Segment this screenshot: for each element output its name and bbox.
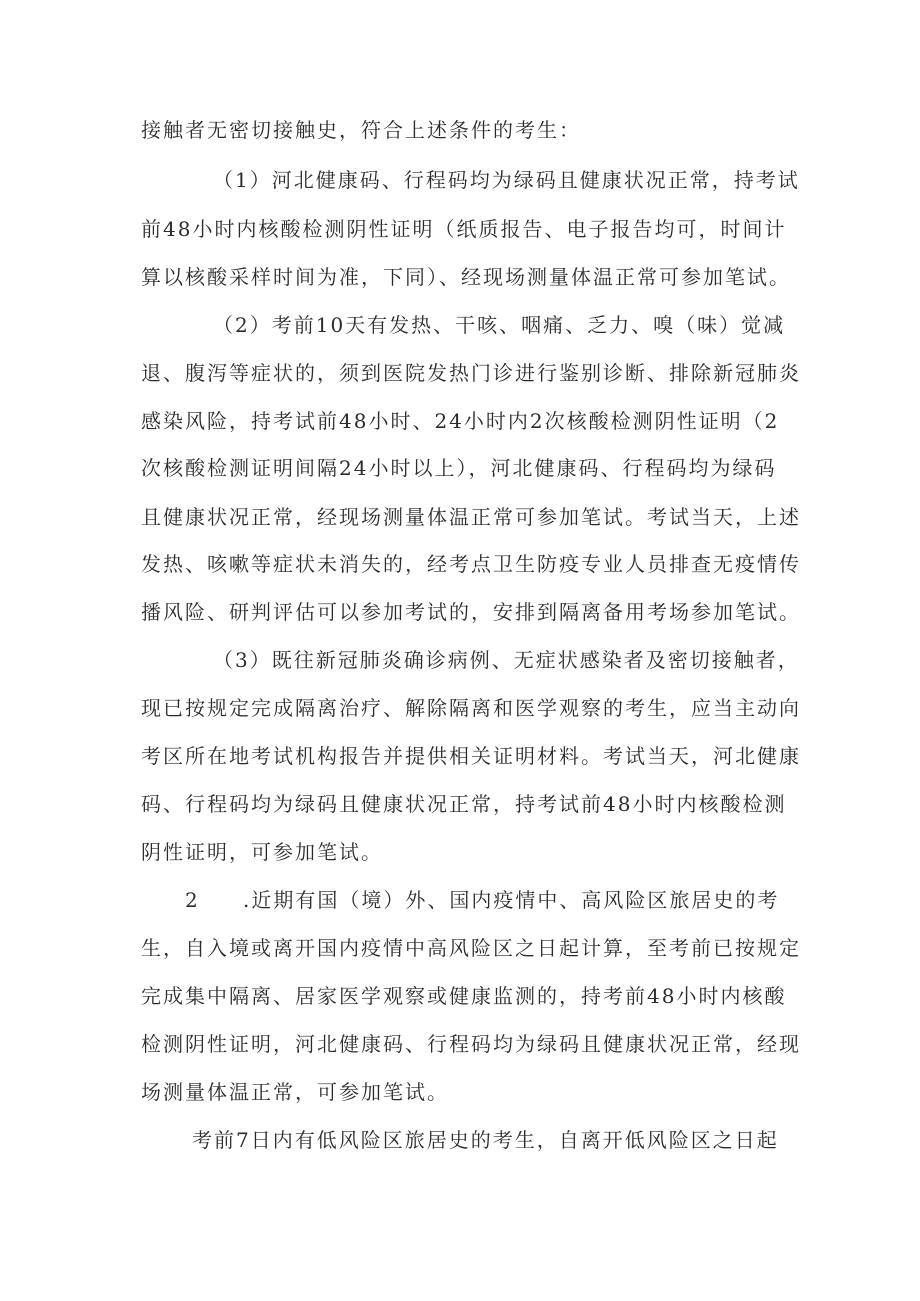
item-2-first-line [185, 885, 779, 915]
text-line: 完成集中隔离、居家医学观察或健康监测的，持考前48小时内核酸 [141, 984, 787, 1008]
text-line: 播风险、研判评估可以参加考试的，安排到隔离备用考场参加笔试。 [141, 600, 801, 624]
text-line: 考前7日内有低风险区旅居史的考生，自离开低风险区之日起 [192, 1128, 779, 1152]
text-line: 且健康状况正常，经现场测量体温正常可参加笔试。考试当天，上述 [141, 505, 801, 529]
text-line: 感染风险，持考试前48小时、24小时内2次核酸检测阴性证明（2 [141, 409, 780, 433]
text-line: 阴性证明，可参加笔试。 [141, 840, 383, 864]
text-line: 考区所在地考试机构报告并提供相关证明材料。考试当天，河北健康 [141, 744, 801, 768]
item-2-number: 2 [185, 888, 200, 912]
text-line: （2）考前10天有发热、干咳、咽痛、乏力、嗅（味）觉减 [213, 313, 786, 337]
text-line: 退、腹泻等症状的，须到医院发热门诊进行鉴别诊断、排除新冠肺炎 [141, 361, 801, 385]
text-line: 场测量体温正常，可参加笔试。 [141, 1080, 449, 1104]
text-line: 生，自入境或离开国内疫情中高风险区之日起计算，至考前已按规定 [141, 936, 801, 960]
text-line: 次核酸检测证明间隔24小时以上），河北健康码、行程码均为绿码 [141, 456, 777, 480]
text-line: （3）既往新冠肺炎确诊病例、无症状感染者及密切接触者， [213, 648, 800, 672]
text-line: 接触者无密切接触史，符合上述条件的考生： [141, 118, 581, 142]
item-2-text: .近期有国（境）外、国内疫情中、高风险区旅居史的考 [243, 888, 780, 912]
text-line: （1）河北健康码、行程码均为绿码且健康状况正常，持考试 [213, 168, 800, 192]
text-line: 现已按规定完成隔离治疗、解除隔离和医学观察的考生，应当主动向 [141, 696, 801, 720]
text-line: 发热、咳嗽等症状未消失的，经考点卫生防疫专业人员排查无疫情传 [141, 552, 801, 576]
text-line: 前48小时内核酸检测阴性证明（纸质报告、电子报告均可，时间计 [141, 217, 787, 241]
text-line: 码、行程码均为绿码且健康状况正常，持考试前48小时内核酸检测 [141, 792, 787, 816]
text-line: 算以核酸采样时间为准，下同）、经现场测量体温正常可参加笔试。 [141, 265, 791, 289]
text-line: 检测阴性证明，河北健康码、行程码均为绿码且健康状况正常，经现 [141, 1032, 801, 1056]
